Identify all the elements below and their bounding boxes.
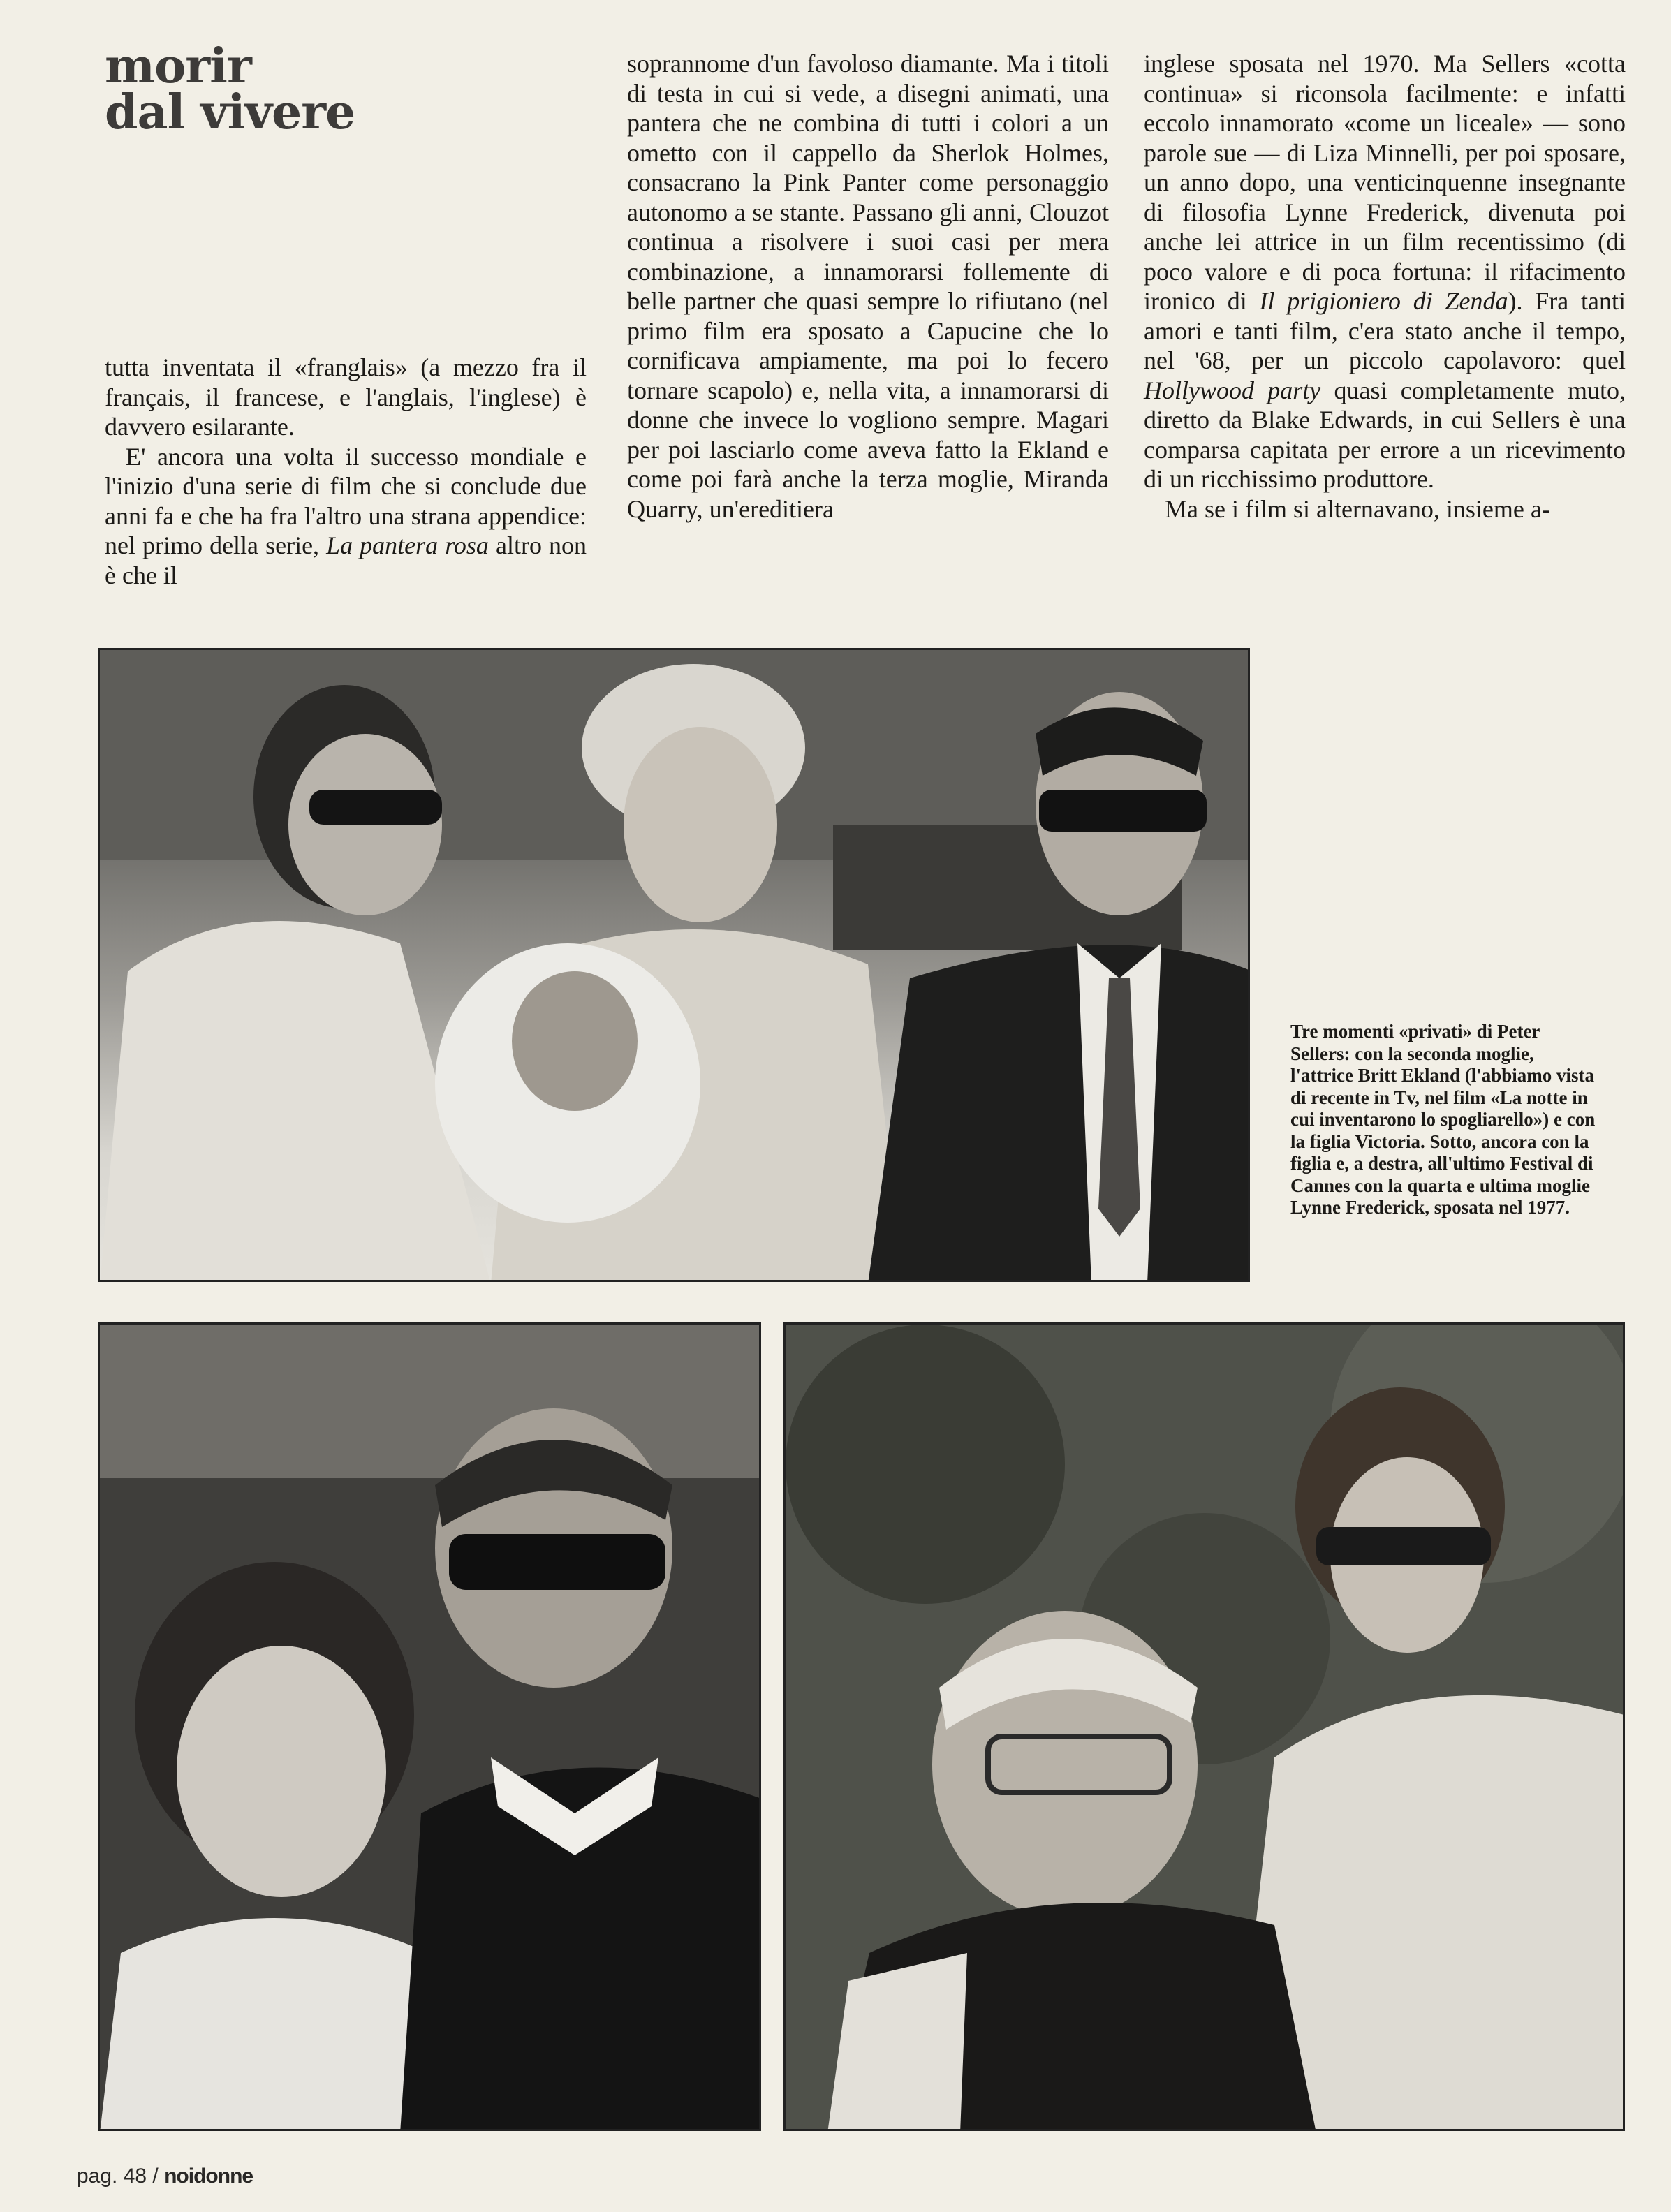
text-column-1 <box>105 353 587 590</box>
film-title: Il prigioniero di Zenda <box>1259 287 1508 315</box>
paragraph: inglese sposata nel 1970. Ma Sellers «cotta continua» si riconsola facilmente: e infatti eccolo innamorato «come un liceale» — sono parole sue — di Liza Minnelli, per poi sposare, un anno dopo, una venticinquenne insegnante di filosofia Lynne Frederick, divenuta poi anche lei attrice in un film recentissimo (di poco valore e di poca fortuna: il rifacimento ironico di Il prigioniero di Zenda). Fra tanti amori e tanti film, c'era stato anche il tempo, nel '68, per un piccolo capolavoro: quel Hollywood party quasi completamente muto, diretto da Blake Edwards, in cui Sellers è una comparsa capitata per errore a un ricevimento di un ricchissimo produttore. <box>1144 50 1626 493</box>
paragraph: Ma se i film si alternavano, insieme a- <box>1165 494 1550 523</box>
photo-caption: Tre momenti «privati» di Peter Sellers: con la seconda moglie, l'attrice Britt Ekland (l'abbiamo vista di recente in Tv, nel film «La notte in cui inventarono lo spogliarello») e con la figlia Victoria. Sotto, ancora con la figlia e, a destra, all'ultimo Festival di Cannes con la quarta e ultima moglie Lynne Frederick, sposata nel 1977. <box>1290 1021 1596 1218</box>
paragraph: E' ancora una volta il successo mondiale e l'inizio d'una serie di film che si conclude due anni fa e che ha fra l'altro una strana appendice: nel primo della serie, La pantera rosa altro non è che il <box>105 442 587 589</box>
paragraph: soprannome d'un favoloso diamante. Ma i titoli di testa in cui si vede, a disegni animati, una pantera che ne combina di tutti i colori a un ometto con il cappello da Sherlok Holmes, consacrano la Pink Panter come personaggio autonomo a se stante. Passano gli anni, Clouzot continua a risolvere i suoi casi per mera combinazione, a innamorarsi follemente di belle partner che quasi sempre lo rifiutano (nel primo film era sposato a Capucine che lo cornificava ampiamente, ma poi lo fecero tornare scapolo) e, nella vita, a innamorarsi di donne che invece lo vogliono sempre. Magari per poi lasciarlo come aveva fatto la Ekland e come poi farà anche la terza moglie, Miranda Quarry, un'ereditiera <box>627 50 1109 523</box>
photo-sellers-with-lynne-frederick-illustration <box>786 1325 1625 2131</box>
photo-sellers-with-daughter <box>98 1322 761 2131</box>
headline-line-2: dal vivere <box>105 84 355 140</box>
magazine-name: noidonne <box>164 2165 253 2188</box>
page-footer <box>77 2165 253 2188</box>
photo-sellers-with-daughter-illustration <box>100 1325 761 2131</box>
page-number: pag. 48 / <box>77 2165 159 2188</box>
photo-family-with-baby <box>98 648 1250 1282</box>
text-column-3 <box>1144 49 1626 524</box>
headline-line-1: morir <box>105 38 251 94</box>
film-title: La pantera rosa <box>326 531 489 559</box>
photo-family-with-baby-illustration <box>100 650 1250 1282</box>
photo-sellers-with-lynne-frederick <box>783 1322 1625 2131</box>
headline <box>105 38 398 140</box>
paragraph: tutta inventata il «franglais» (a mezzo fra il français, il francese, e l'anglais, l'inglese) è davvero esilarante. <box>105 353 587 441</box>
text-column-2 <box>627 49 1109 524</box>
film-title: Hollywood party <box>1144 376 1321 404</box>
